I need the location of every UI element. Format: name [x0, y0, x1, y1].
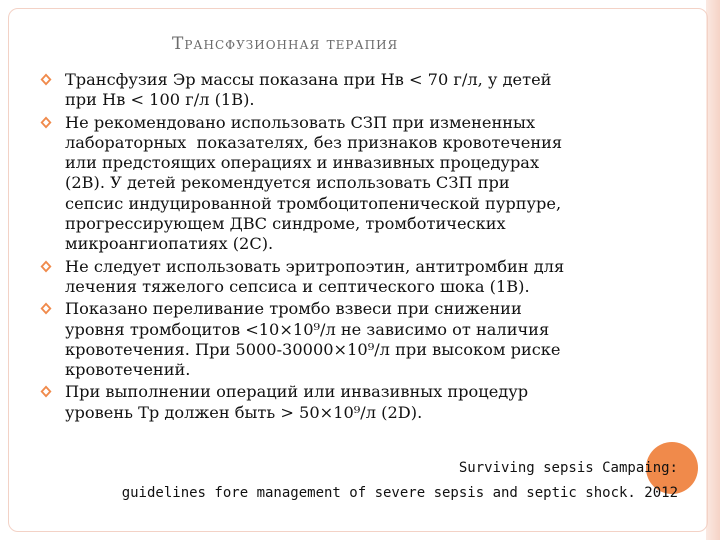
orange-diamond-bullet-icon: [40, 73, 52, 86]
orange-diamond-bullet-icon: [40, 260, 52, 273]
bullet-text-line: При выполнении операций или инвазивных процедур: [65, 382, 529, 402]
bullet-text-line: Трансфузия Эр массы показана при Нв < 70 г/л, у детей: [65, 70, 552, 89]
list-item: [40, 257, 680, 298]
orange-diamond-bullet-icon: [40, 116, 52, 129]
bullet-list: [40, 70, 680, 425]
bullet-text-line: Показано переливание тромбо взвеси при снижении: [65, 299, 522, 319]
bullet-text-line: микроангиопатиях (2С).: [65, 234, 274, 254]
list-item: [40, 382, 680, 423]
bullet-text-line: лечения тяжелого сепсиса и септического шока (1В).: [65, 276, 530, 296]
citation-line-2: guidelines fore management of severe sepsis and septic shock. 2012: [121, 485, 678, 501]
bullet-text-line: при Нв < 100 г/л (1В).: [65, 90, 255, 110]
list-item: [40, 113, 680, 255]
list-item: [40, 70, 680, 111]
orange-diamond-bullet-icon: [40, 302, 52, 315]
bullet-text-line: прогрессирующем ДВС синдроме, тромботических: [65, 214, 506, 234]
bullet-text-line: лабораторных показателях, без признаков кровотечения: [65, 132, 563, 152]
bullet-text-line: уровня тромбоцитов <10×10⁹/л не зависимо от наличия: [65, 319, 550, 339]
bullet-text-line: (2В). У детей рекомендуется использовать СЗП при: [65, 173, 510, 193]
citation-line-1: Surviving sepsis Campaing:: [458, 460, 678, 476]
bullet-text-line: Не рекомендовано использовать СЗП при измененных: [65, 112, 536, 132]
bullet-text-line: сепсис индуцированной тромбоцитопенической пурпуре,: [65, 193, 562, 213]
bullet-text-line: Не следует использовать эритропоэтин, антитромбин для: [65, 256, 565, 276]
list-item: [40, 299, 680, 380]
bullet-text-line: кровотечений.: [65, 360, 191, 380]
slide-title: Трансфузионная терапия: [172, 34, 399, 54]
bullet-text-line: или предстоящих операциях и инвазивных процедурах: [65, 153, 540, 173]
bullet-text-line: уровень Тр должен быть > 50×10⁹/л (2D).: [65, 402, 423, 422]
decorative-edge-band: [706, 0, 720, 540]
orange-diamond-bullet-icon: [40, 385, 52, 398]
bullet-text-line: кровотечения. При 5000-30000×10⁹/л при высоком риске: [65, 339, 561, 359]
